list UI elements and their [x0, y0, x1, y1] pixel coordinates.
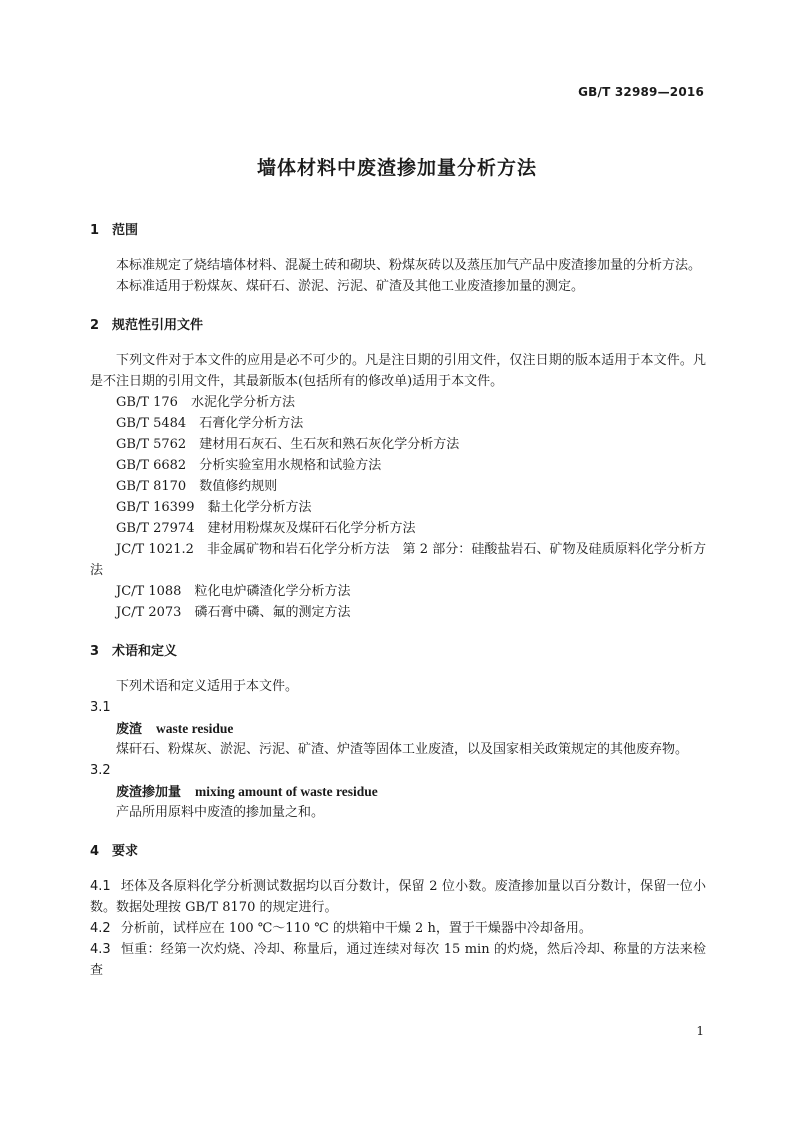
term-english: waste residue: [156, 721, 234, 736]
term-heading: [90, 781, 706, 802]
section-number: 1: [90, 223, 100, 238]
section-title: 范围: [112, 223, 139, 238]
term-definition: 产品所用原料中废渣的掺加量之和。: [116, 805, 325, 820]
reference-item: [90, 518, 706, 539]
reference-code: GB/T 5762: [116, 437, 187, 452]
reference-code: GB/T 5484: [116, 416, 187, 431]
paragraph: 本标准规定了烧结墙体材料、混凝土砖和砌块、粉煤灰砖以及蒸压加气产品中废渣掺加量的分析方法。: [116, 258, 702, 273]
reference-item: [90, 392, 706, 413]
paragraph: 下列文件对于本文件的应用是必不可少的。凡是注日期的引用文件，仅注日期的版本适用于本文件。凡是不注日期的引用文件，其最新版本(包括所有的修改单)适用于本文件。: [90, 353, 706, 389]
term-english: mixing amount of waste residue: [195, 784, 378, 799]
reference-title: 数值修约规则: [199, 479, 278, 494]
clause-number: 4.2: [90, 921, 111, 936]
term-heading: [90, 718, 706, 739]
clause-text: 坯体及各原料化学分析测试数据均以百分数计，保留 2 位小数。废渣掺加量以百分数计，保留一位小数。数据处理按 GB/T 8170 的规定进行。: [90, 879, 706, 915]
reference-title: 粒化电炉磷渣化学分析方法: [194, 584, 351, 599]
term-chinese: 废渣掺加量: [116, 785, 182, 800]
section-title: 术语和定义: [112, 644, 178, 659]
reference-title: 黏土化学分析方法: [207, 500, 312, 515]
reference-item: [90, 413, 706, 434]
reference-item-long: JC/T 1021.2 非金属矿物和岩石化学分析方法 第 2 部分：硅酸盐岩石、矿物及硅质原料化学分析方法: [90, 542, 706, 578]
requirement-item: [90, 918, 706, 939]
term-number: 3.2: [90, 763, 111, 778]
reference-title: 磷石膏中磷、氟的测定方法: [194, 605, 351, 620]
reference-code: GB/T 16399: [116, 500, 195, 515]
reference-title: 建材用石灰石、生石灰和熟石灰化学分析方法: [199, 437, 460, 452]
section-heading-requirements: [90, 841, 706, 862]
reference-item: [90, 434, 706, 455]
section-heading-terms-definitions: [90, 641, 706, 662]
reference-title: 建材用粉煤灰及煤矸石化学分析方法: [207, 521, 416, 536]
term-definition: 煤矸石、粉煤灰、淤泥、污泥、矿渣、炉渣等固体工业废渣，以及国家相关政策规定的其他废弃物。: [116, 742, 689, 757]
reference-code: GB/T 8170: [116, 479, 187, 494]
reference-title: 石膏化学分析方法: [199, 416, 304, 431]
section-heading-scope: [90, 220, 706, 241]
requirement-item: [90, 939, 706, 981]
term-chinese: 废渣: [116, 722, 143, 737]
reference-item: [90, 476, 706, 497]
reference-item: [90, 455, 706, 476]
reference-title: 分析实验室用水规格和试验方法: [199, 458, 382, 473]
paragraph: 本标准适用于粉煤灰、煤矸石、淤泥、污泥、矿渣及其他工业废渣掺加量的测定。: [116, 279, 585, 294]
section-title: 规范性引用文件: [112, 318, 204, 333]
standard-code: GB/T 32989—2016: [578, 85, 704, 99]
reference-item: [90, 602, 706, 623]
requirement-item: [90, 876, 706, 918]
paragraph: 下列术语和定义适用于本文件。: [116, 679, 299, 694]
reference-code: GB/T 27974: [116, 521, 195, 536]
reference-code: GB/T 176: [116, 395, 178, 410]
section-number: 4: [90, 844, 100, 859]
term-number: 3.1: [90, 700, 111, 715]
clause-text: 恒重：经第一次灼烧、冷却、称量后，通过连续对每次 15 min 的灼烧，然后冷却、称量的方法来检查: [90, 942, 706, 978]
section-heading-normative-references: [90, 315, 706, 336]
reference-code: GB/T 6682: [116, 458, 187, 473]
clause-number: 4.1: [90, 879, 111, 894]
page-number: 1: [696, 1024, 704, 1038]
reference-code: JC/T 1088: [116, 584, 182, 599]
clause-text: 分析前，试样应在 100 ℃～110 ℃ 的烘箱中干燥 2 h，置于干燥器中冷却备用。: [120, 921, 592, 936]
reference-title: 水泥化学分析方法: [190, 395, 295, 410]
section-number: 2: [90, 318, 100, 333]
section-number: 3: [90, 644, 100, 659]
reference-item: [90, 497, 706, 518]
clause-number: 4.3: [90, 942, 111, 957]
document-body: [90, 220, 706, 981]
document-title: 墙体材料中废渣掺加量分析方法: [256, 157, 537, 179]
reference-item: [90, 581, 706, 602]
section-title: 要求: [112, 844, 139, 859]
reference-code: JC/T 2073: [116, 605, 182, 620]
